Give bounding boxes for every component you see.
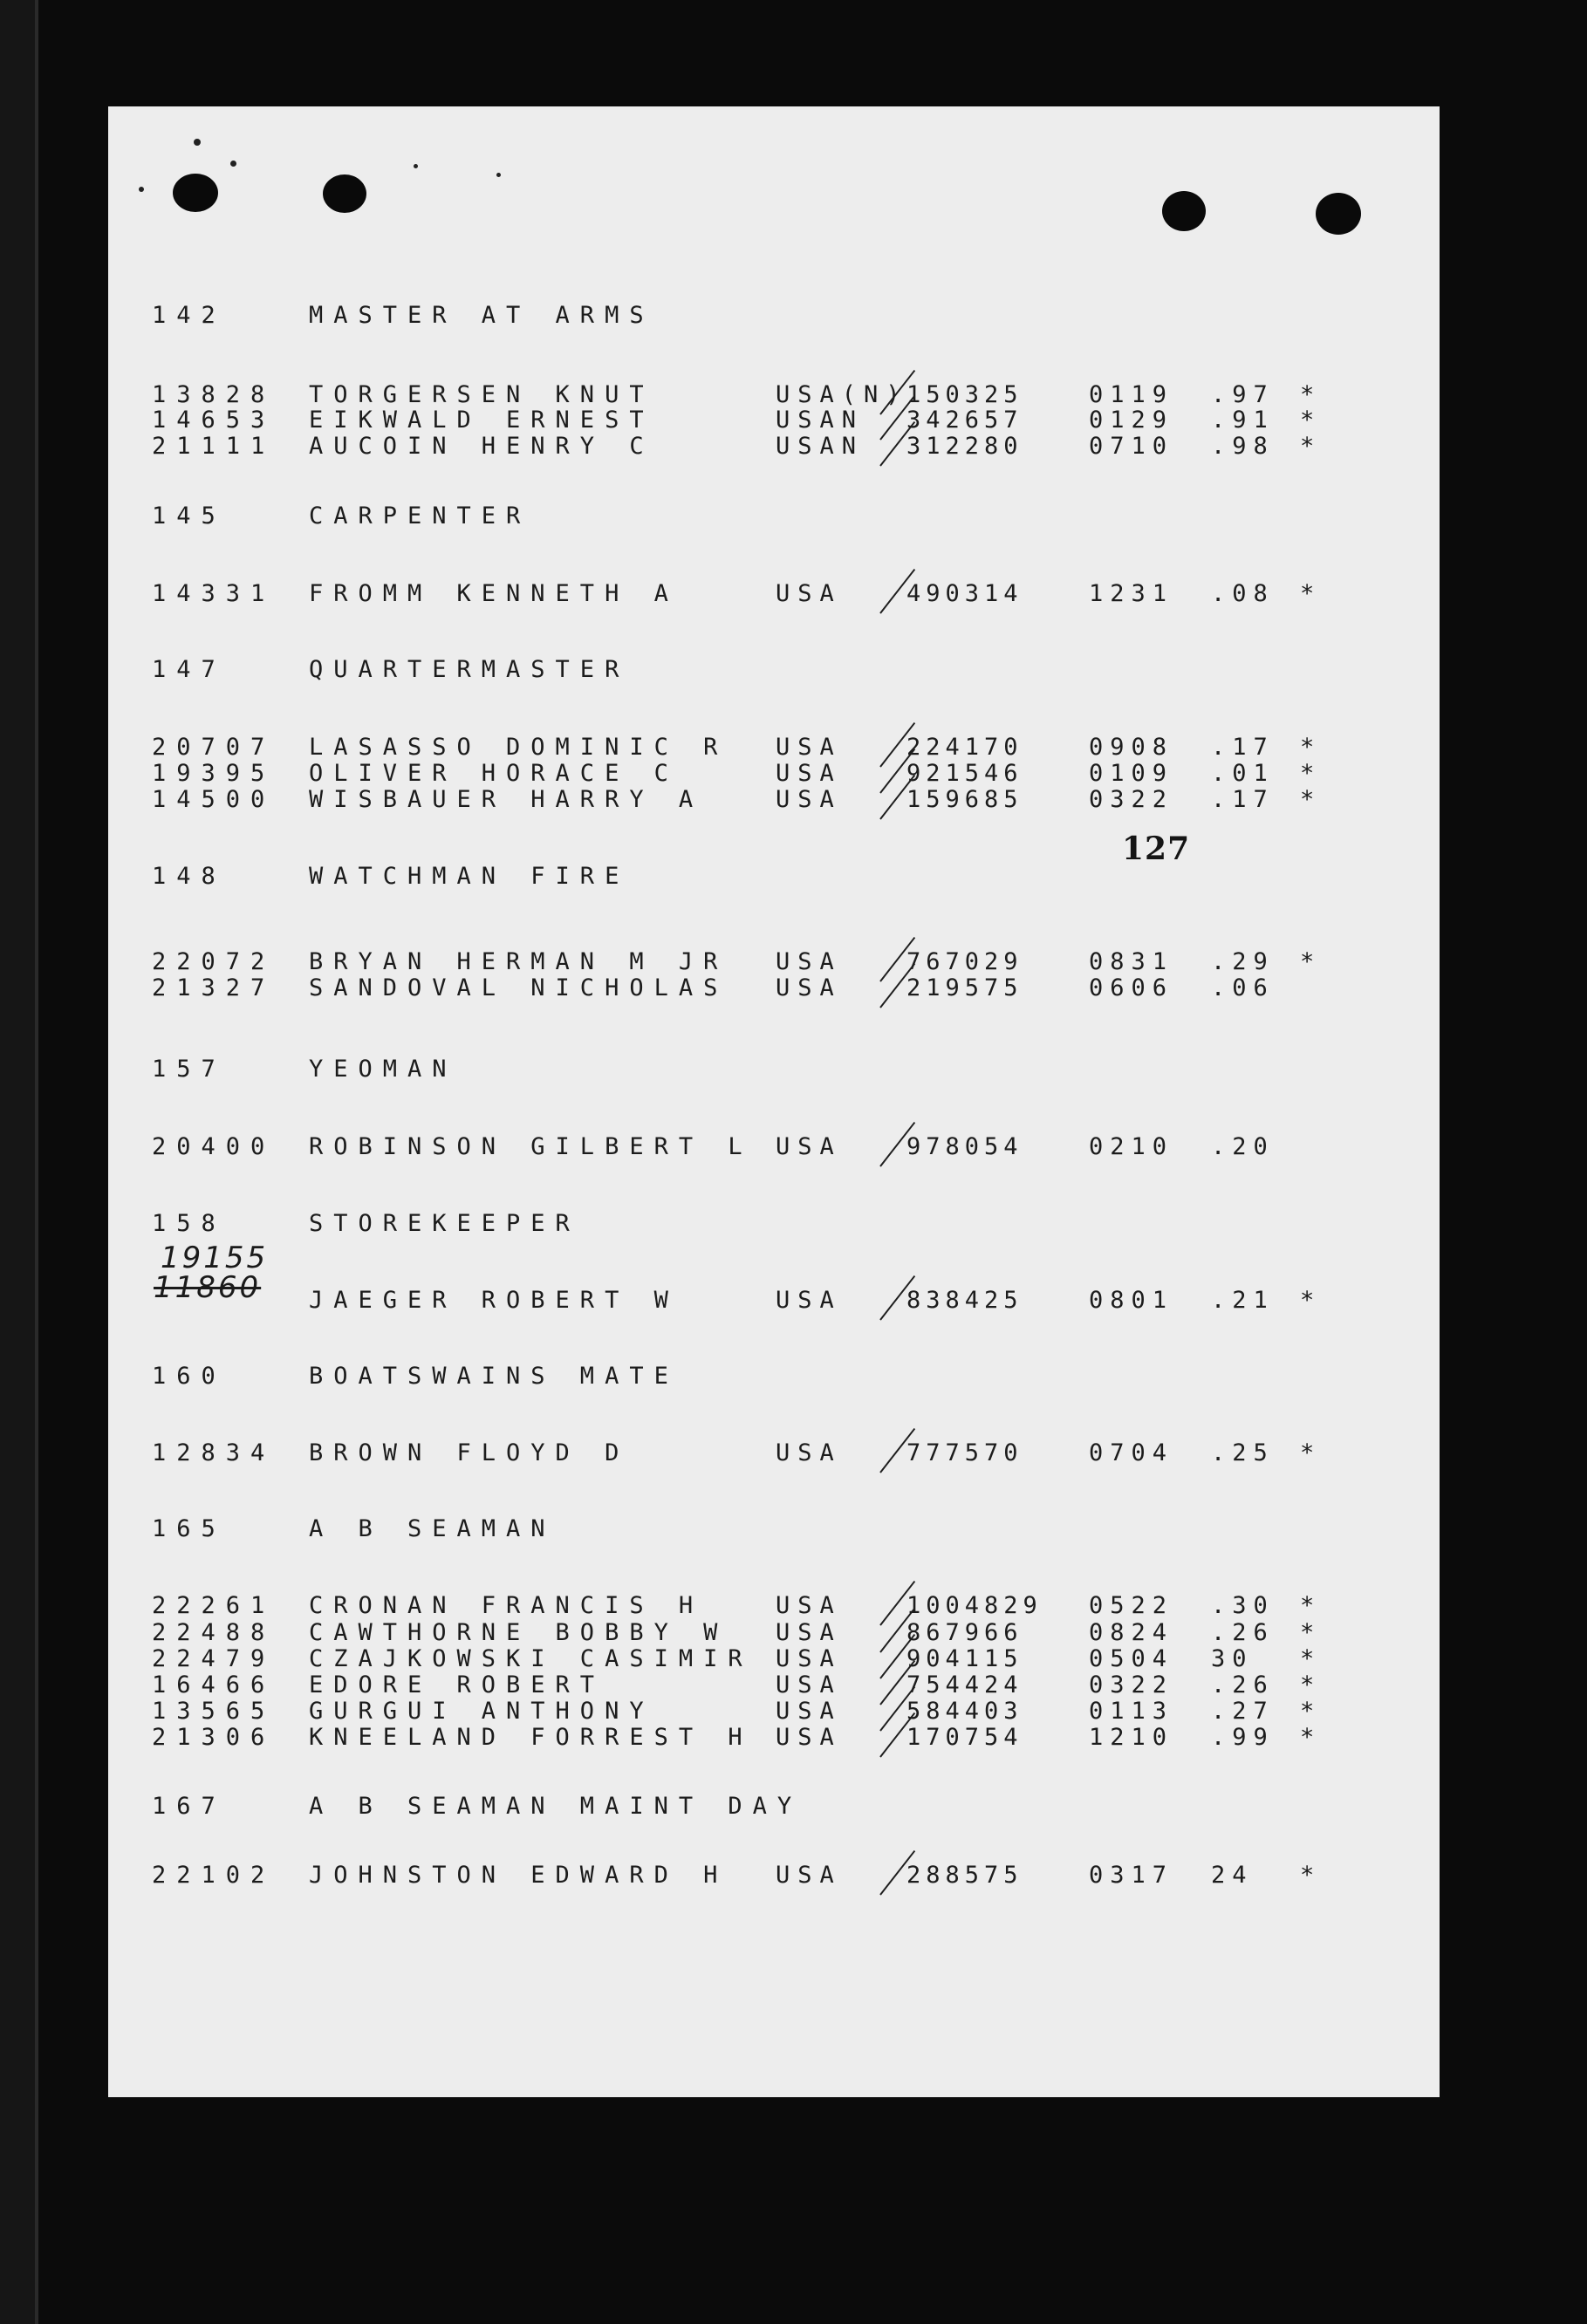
org-code: USA bbox=[776, 580, 842, 607]
asterisk-mark: * bbox=[1300, 580, 1325, 607]
employee-number: 13828 bbox=[152, 381, 276, 408]
employee-number: 14331 bbox=[152, 580, 276, 607]
date-code: 0831 bbox=[1089, 948, 1174, 975]
org-code: USA bbox=[776, 1592, 842, 1619]
date-code: 0322 bbox=[1089, 786, 1174, 813]
value-code: .26 bbox=[1211, 1671, 1275, 1699]
serial-number: 312280 bbox=[906, 433, 1023, 460]
serial-number: 170754 bbox=[906, 1724, 1023, 1751]
date-code: 1231 bbox=[1089, 580, 1174, 607]
employee-name: OLIVER HORACE C bbox=[309, 760, 679, 787]
org-code: USA bbox=[776, 974, 842, 1001]
employee-name: JOHNSTON EDWARD H bbox=[309, 1862, 729, 1889]
org-code: USA bbox=[776, 1439, 842, 1466]
section-title: WATCHMAN FIRE bbox=[309, 863, 630, 890]
serial-number: 921546 bbox=[906, 760, 1023, 787]
employee-name: KNEELAND FORREST H bbox=[309, 1724, 753, 1751]
org-code: USA bbox=[776, 786, 842, 813]
value-code: .26 bbox=[1211, 1619, 1275, 1646]
speck bbox=[414, 164, 418, 168]
asterisk-mark: * bbox=[1300, 1592, 1325, 1619]
asterisk-mark: * bbox=[1300, 1645, 1325, 1672]
asterisk-mark: * bbox=[1300, 1724, 1325, 1751]
asterisk-mark: * bbox=[1300, 1698, 1325, 1725]
value-code: 24 bbox=[1211, 1862, 1254, 1889]
value-code: .97 bbox=[1211, 381, 1275, 408]
asterisk-mark: * bbox=[1300, 1619, 1325, 1646]
section-code: 160 bbox=[152, 1363, 226, 1390]
film-edge bbox=[35, 0, 38, 2324]
employee-number: 20400 bbox=[152, 1133, 276, 1160]
org-code: USA bbox=[776, 734, 842, 761]
value-code: .20 bbox=[1211, 1133, 1275, 1160]
serial-number: 342657 bbox=[906, 407, 1023, 434]
value-code: .17 bbox=[1211, 786, 1275, 813]
org-code: USA bbox=[776, 1619, 842, 1646]
section-code: 158 bbox=[152, 1210, 226, 1237]
punch-hole bbox=[1316, 193, 1361, 235]
value-code: 30 bbox=[1211, 1645, 1254, 1672]
serial-number: 150325 bbox=[906, 381, 1023, 408]
org-code: USA(N) bbox=[776, 381, 908, 408]
serial-number: 754424 bbox=[906, 1671, 1023, 1699]
employee-name: CAWTHORNE BOBBY W bbox=[309, 1619, 729, 1646]
employee-name: WISBAUER HARRY A bbox=[309, 786, 704, 813]
value-code: .29 bbox=[1211, 948, 1275, 975]
employee-number: 16466 bbox=[152, 1671, 276, 1699]
asterisk-mark: * bbox=[1300, 433, 1325, 460]
employee-number: 20707 bbox=[152, 734, 276, 761]
asterisk-mark: * bbox=[1300, 1439, 1325, 1466]
date-code: 0710 bbox=[1089, 433, 1174, 460]
value-code: .99 bbox=[1211, 1724, 1275, 1751]
handwritten-number: 19155 bbox=[161, 1241, 269, 1275]
employee-number: 12834 bbox=[152, 1439, 276, 1466]
date-code: 0119 bbox=[1089, 381, 1174, 408]
section-title: YEOMAN bbox=[309, 1056, 457, 1083]
value-code: .17 bbox=[1211, 734, 1275, 761]
date-code: 0704 bbox=[1089, 1439, 1174, 1466]
section-title: STOREKEEPER bbox=[309, 1210, 580, 1237]
employee-number: 14500 bbox=[152, 786, 276, 813]
org-code: USA bbox=[776, 1133, 842, 1160]
section-code: 148 bbox=[152, 863, 226, 890]
serial-number: 288575 bbox=[906, 1862, 1023, 1889]
serial-number: 904115 bbox=[906, 1645, 1023, 1672]
date-code: 0522 bbox=[1089, 1592, 1174, 1619]
serial-number: 159685 bbox=[906, 786, 1023, 813]
value-code: .21 bbox=[1211, 1287, 1275, 1314]
section-title: QUARTERMASTER bbox=[309, 656, 630, 683]
section-title: A B SEAMAN bbox=[309, 1515, 556, 1542]
employee-name: ROBINSON GILBERT L bbox=[309, 1133, 753, 1160]
org-code: USA bbox=[776, 1287, 842, 1314]
section-code: 167 bbox=[152, 1793, 226, 1820]
speck bbox=[230, 161, 236, 167]
date-code: 0824 bbox=[1089, 1619, 1174, 1646]
date-code: 0109 bbox=[1089, 760, 1174, 787]
serial-number: 224170 bbox=[906, 734, 1023, 761]
asterisk-mark: * bbox=[1300, 1862, 1325, 1889]
asterisk-mark: * bbox=[1300, 407, 1325, 434]
asterisk-mark: * bbox=[1300, 760, 1325, 787]
employee-name: EDORE ROBERT bbox=[309, 1671, 605, 1699]
section-code: 142 bbox=[152, 302, 226, 329]
org-code: USAN bbox=[776, 433, 865, 460]
asterisk-mark: * bbox=[1300, 381, 1325, 408]
date-code: 0322 bbox=[1089, 1671, 1174, 1699]
section-title: A B SEAMAN MAINT DAY bbox=[309, 1793, 803, 1820]
asterisk-mark: * bbox=[1300, 786, 1325, 813]
value-code: .91 bbox=[1211, 407, 1275, 434]
value-code: .06 bbox=[1211, 974, 1275, 1001]
employee-number: 14653 bbox=[152, 407, 276, 434]
value-code: .25 bbox=[1211, 1439, 1275, 1466]
employee-number: 21327 bbox=[152, 974, 276, 1001]
employee-number: 22488 bbox=[152, 1619, 276, 1646]
asterisk-mark: * bbox=[1300, 1287, 1325, 1314]
serial-number: 978054 bbox=[906, 1133, 1023, 1160]
employee-number: 19395 bbox=[152, 760, 276, 787]
section-code: 147 bbox=[152, 656, 226, 683]
org-code: USA bbox=[776, 1862, 842, 1889]
date-code: 0113 bbox=[1089, 1698, 1174, 1725]
date-code: 1210 bbox=[1089, 1724, 1174, 1751]
serial-number: 777570 bbox=[906, 1439, 1023, 1466]
crossed-out-number: 11860 bbox=[154, 1270, 262, 1305]
asterisk-mark: * bbox=[1300, 734, 1325, 761]
employee-number: 22479 bbox=[152, 1645, 276, 1672]
org-code: USA bbox=[776, 1724, 842, 1751]
document-page bbox=[108, 106, 1440, 2097]
org-code: USAN bbox=[776, 407, 865, 434]
date-code: 0210 bbox=[1089, 1133, 1174, 1160]
employee-number: 13565 bbox=[152, 1698, 276, 1725]
speck bbox=[194, 139, 201, 146]
employee-name: LASASSO DOMINIC R bbox=[309, 734, 729, 761]
date-code: 0317 bbox=[1089, 1862, 1174, 1889]
org-code: USA bbox=[776, 948, 842, 975]
employee-name: JAEGER ROBERT W bbox=[309, 1287, 679, 1314]
employee-name: EIKWALD ERNEST bbox=[309, 407, 654, 434]
serial-number: 219575 bbox=[906, 974, 1023, 1001]
punch-hole bbox=[173, 174, 218, 212]
asterisk-mark: * bbox=[1300, 1671, 1325, 1699]
employee-name: CZAJKOWSKI CASIMIR bbox=[309, 1645, 753, 1672]
section-code: 157 bbox=[152, 1056, 226, 1083]
employee-name: CRONAN FRANCIS H bbox=[309, 1592, 704, 1619]
employee-name: TORGERSEN KNUT bbox=[309, 381, 654, 408]
employee-name: AUCOIN HENRY C bbox=[309, 433, 654, 460]
serial-number: 767029 bbox=[906, 948, 1023, 975]
employee-number: 21306 bbox=[152, 1724, 276, 1751]
date-code: 0129 bbox=[1089, 407, 1174, 434]
value-code: .98 bbox=[1211, 433, 1275, 460]
punch-hole bbox=[323, 174, 366, 213]
section-code: 165 bbox=[152, 1515, 226, 1542]
org-code: USA bbox=[776, 1698, 842, 1725]
section-code: 145 bbox=[152, 502, 226, 530]
employee-name: SANDOVAL NICHOLAS bbox=[309, 974, 729, 1001]
date-code: 0504 bbox=[1089, 1645, 1174, 1672]
employee-number: 22261 bbox=[152, 1592, 276, 1619]
employee-name: GURGUI ANTHONY bbox=[309, 1698, 654, 1725]
org-code: USA bbox=[776, 760, 842, 787]
date-code: 0606 bbox=[1089, 974, 1174, 1001]
employee-name: BRYAN HERMAN M JR bbox=[309, 948, 729, 975]
speck bbox=[496, 173, 501, 177]
page-number-stamp: 127 bbox=[1122, 830, 1191, 867]
serial-number: 490314 bbox=[906, 580, 1023, 607]
section-title: BOATSWAINS MATE bbox=[309, 1363, 679, 1390]
employee-number: 22072 bbox=[152, 948, 276, 975]
section-title: MASTER AT ARMS bbox=[309, 302, 654, 329]
value-code: .01 bbox=[1211, 760, 1275, 787]
org-code: USA bbox=[776, 1645, 842, 1672]
value-code: .08 bbox=[1211, 580, 1275, 607]
date-code: 0908 bbox=[1089, 734, 1174, 761]
section-title: CARPENTER bbox=[309, 502, 531, 530]
employee-number: 22102 bbox=[152, 1862, 276, 1889]
film-border bbox=[0, 0, 35, 2324]
employee-name: FROMM KENNETH A bbox=[309, 580, 679, 607]
value-code: .27 bbox=[1211, 1698, 1275, 1725]
serial-number: 838425 bbox=[906, 1287, 1023, 1314]
employee-name: BROWN FLOYD D bbox=[309, 1439, 630, 1466]
serial-number: 584403 bbox=[906, 1698, 1023, 1725]
punch-hole bbox=[1162, 191, 1206, 231]
org-code: USA bbox=[776, 1671, 842, 1699]
serial-number: 1004829 bbox=[906, 1592, 1043, 1619]
serial-number: 867966 bbox=[906, 1619, 1023, 1646]
employee-number: 21111 bbox=[152, 433, 276, 460]
asterisk-mark: * bbox=[1300, 948, 1325, 975]
value-code: .30 bbox=[1211, 1592, 1275, 1619]
speck bbox=[139, 187, 144, 192]
date-code: 0801 bbox=[1089, 1287, 1174, 1314]
